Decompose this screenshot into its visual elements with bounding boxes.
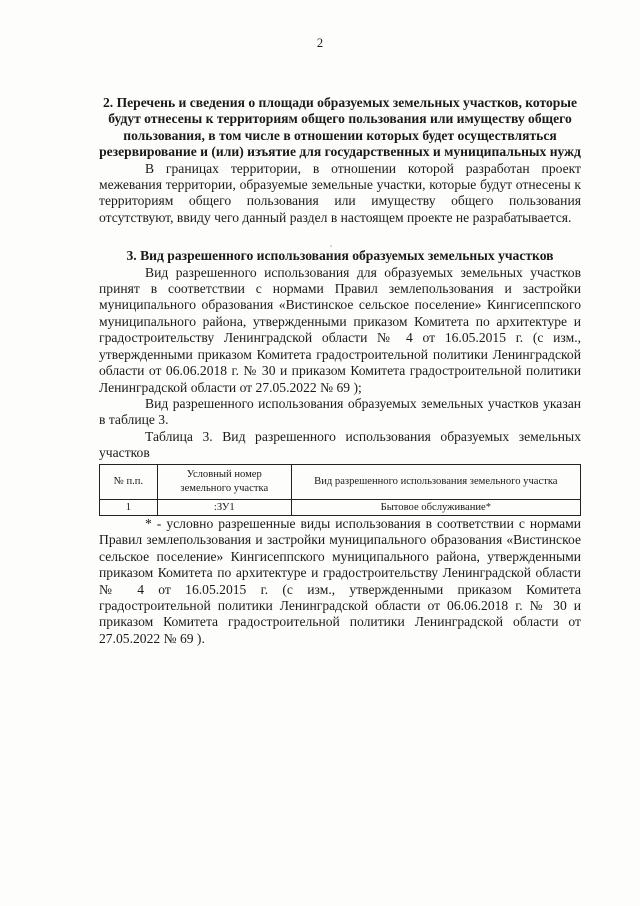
table-cell-plot-id: :ЗУ1 (157, 499, 291, 516)
table-caption: Таблица 3. Вид разрешенного использования образуемых земельных участков (99, 428, 581, 461)
table-header-number: № п.п. (100, 464, 158, 499)
section-3-paragraph-2: Вид разрешенного использования образуемых земельных участков указан в таблице 3. (99, 395, 581, 428)
table-header-row (100, 464, 581, 499)
section-2-paragraph: В границах территории, в отношении которой разработан проект межевания территории, образуемые земельные участки, которые будут отнесены к территориям общего пользования или имуществу общего пользования отсутствуют, ввиду чего данный раздел в настоящем проекте не разрабатывается. (99, 160, 581, 225)
land-use-table (99, 464, 581, 517)
scan-speck (330, 245, 332, 247)
table-footnote: * - условно разрешенные виды использования в соответствии с нормами Правил землепользования и застройки муниципального образования «Вистинское сельское поселение» Кингисеппского муниципального района, утвержденными приказом Комитета по архитектуре и градостроительству Ленинградской области № 4 от 16.05.2015 г. (с изм., утвержденными приказом Комитета градостроительной политики Ленинградской области от 06.06.2018 г. № 30 и приказом Комитета градостроительной политики Ленинградской области от 27.05.2022 № 69 ). (99, 516, 581, 646)
section-3-title: 3. Вид разрешенного использования образуемых земельных участков (126, 248, 554, 264)
table-cell-permitted-use: Бытовое обслуживание* (291, 499, 580, 516)
table-header-permitted-use: Вид разрешенного использования земельного участка (291, 464, 580, 499)
section-spacer (99, 226, 581, 248)
table-header-plot-id: Условный номер земельного участка (157, 464, 291, 499)
section-3-paragraph-1: Вид разрешенного использования для образуемых земельных участков принят в соответствии с нормами Правил землепользования и застройки муниципального образования «Вистинское сельское поселение» Кингисеппского муниципального района, утвержденными приказом Комитета по архитектуре и градостроительству Ленинградской области № 4 от 16.05.2015 г. (с изм., утвержденными приказом Комитета градостроительной политики Ленинградской области от 06.06.2018 г. № 30 и приказом Комитета градостроительной политики Ленинградской области от 27.05.2022 № 69 ); (99, 264, 581, 395)
table-row (100, 499, 581, 516)
page-content (99, 95, 581, 647)
section-2-title: 2. Перечень и сведения о площади образуемых земельных участков, которые будут отнесены к территориям общего пользования или имуществу общего пользования, в том числе в отношении которых будет осуществляться резервирование и (или) изъятие для государственных и муниципальных нужд (99, 95, 581, 160)
table-cell-number: 1 (100, 499, 158, 516)
page-number: 2 (316, 36, 324, 50)
